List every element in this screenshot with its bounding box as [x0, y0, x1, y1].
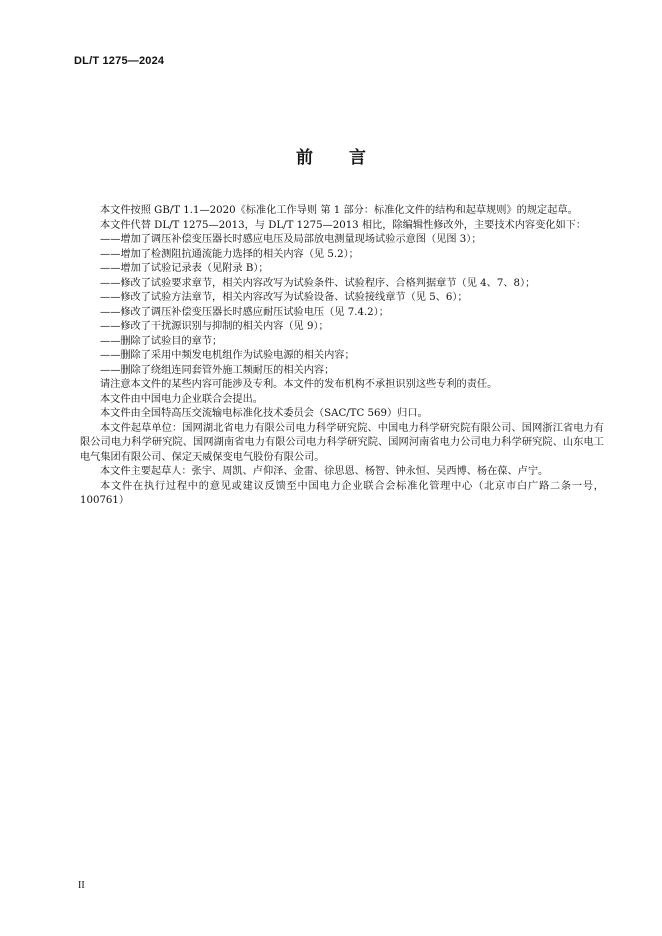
change-list-item: ——修改了试验要求章节，相关内容改写为试验条件、试验程序、合格判据章节（见 4、7、8）；	[100, 277, 536, 289]
change-list-item: ——修改了试验方法章节，相关内容改写为试验设备、试验接线章节（见 5、6）；	[100, 292, 468, 303]
page-number: II	[78, 880, 85, 891]
paragraph-feedback: 本文件在执行过程中的意见或建议反馈至中国电力企业联合会标准化管理中心（北京市白广路二条一号，100761）	[80, 480, 604, 506]
paragraph-patent-notice: 请注意本文件的某些内容可能涉及专利。本文件的发布机构不承担识别这些专利的责任。	[100, 379, 498, 390]
document-number-header: DL/T 1275—2024	[74, 55, 165, 67]
page-title: 前言	[296, 148, 402, 168]
change-list-item: ——删除了试验目的章节；	[100, 335, 223, 347]
change-list-item: ——增加了试验记录表（见附录 B）；	[100, 263, 269, 274]
paragraph-replacement: 本文件代替 DL/T 1275—2013，与 DL/T 1275—2013 相比，除编辑性修改外，主要技术内容变化如下：	[100, 219, 587, 231]
paragraph-drafting-units: 本文件起草单位：国网湖北省电力有限公司电力科学研究院、中国电力科学研究院有限公司、国网浙江省电力有限公司电力科学研究院、国网湖南省电力有限公司电力科学研究院、国网河南省电力公司电力科学研究院、山东电工电气集团有限公司、保定天威保变电气股份有限公司。	[80, 422, 604, 463]
paragraph-proposer: 本文件由中国电力企业联合会提出。	[100, 393, 263, 405]
change-list-item: ——修改了调压补偿变压器长时感应耐压试验电压（见 7.4.2）；	[100, 306, 389, 318]
change-list-item: ——增加了调压补偿变压器长时感应电压及局部放电测量现场试验示意图（见图 3）；	[100, 234, 482, 245]
paragraph-drafting-rules: 本文件按照 GB/T 1.1—2020《标准化工作导则 第 1 部分：标准化文件的结构和起草规则》的规定起草。	[100, 205, 578, 216]
change-list-item: ——删除了采用中频发电机组作为试验电源的相关内容；	[100, 350, 355, 361]
change-list-item: ——删除了绕组连同套管外施工频耐压的相关内容；	[100, 364, 335, 376]
change-list-item: ——增加了检测阻抗通流能力选择的相关内容（见 5.2）；	[100, 248, 359, 260]
paragraph-drafters: 本文件主要起草人：张宇、周凯、卢仰泽、金雷、徐思恩、杨智、钟永恒、吴西博、杨在葆、卢宁。	[100, 466, 549, 477]
change-list-item: ——修改了干扰源识别与抑制的相关内容（见 9）；	[100, 321, 329, 332]
foreword-body	[80, 204, 604, 509]
paragraph-technical-committee: 本文件由全国特高压交流输电标准化技术委员会（SAC/TC 569）归口。	[100, 408, 428, 419]
